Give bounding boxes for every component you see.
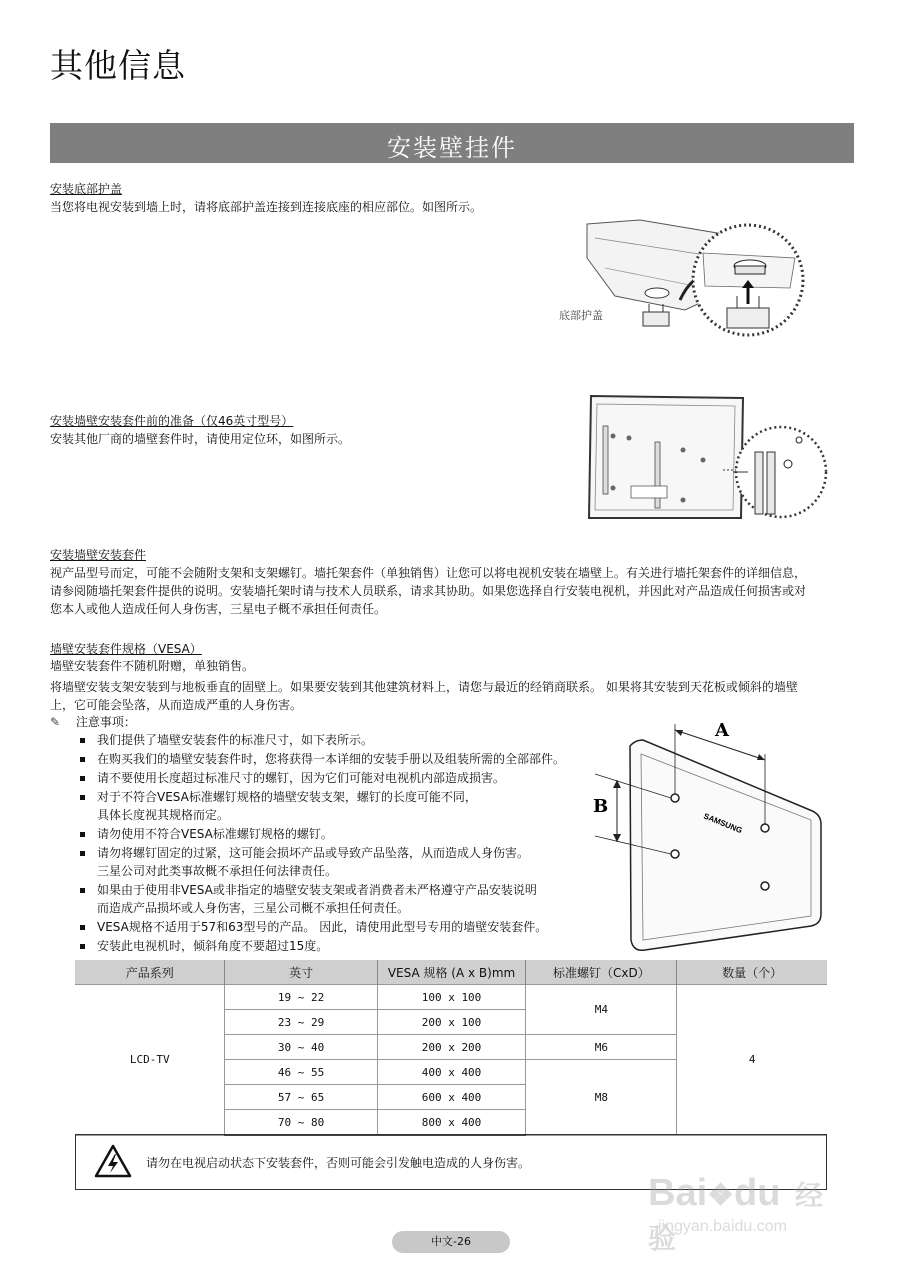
bullet-item: 如果由于使用非VESA或非指定的墙壁安装支架或者消费者未严格遵守产品安装说明 <box>80 881 537 899</box>
vesa-dimension-diagram <box>585 718 830 958</box>
text-vesa-1: 墙壁安装套件不随机附赠，单独销售。 <box>50 659 255 673</box>
pencil-icon: ✎ <box>50 715 61 729</box>
cell-vesa: 100 x 100 <box>377 985 526 1010</box>
bullet-item: 请勿将螺钉固定的过紧，这可能会损坏产品或导致产品坠落，从而造成人身伤害。 <box>80 844 529 862</box>
bullet-icon <box>80 832 85 837</box>
heading-prep: 安装墙壁安装套件前的准备（仅46英寸型号） <box>50 414 294 428</box>
cell-vesa: 400 x 400 <box>377 1060 526 1085</box>
bullet-icon <box>80 888 85 893</box>
col-header: 产品系列 <box>75 960 225 985</box>
baidu-watermark <box>648 1168 848 1254</box>
bullet-item: 我们提供了墙壁安装套件的标准尺寸，如下表所示。 <box>80 731 373 749</box>
col-header: VESA 规格 (A x B)mm <box>377 960 526 985</box>
bullet-icon <box>80 776 85 781</box>
col-header: 数量（个） <box>677 960 827 985</box>
watermark-url: jingyan.baidu.com <box>658 1218 787 1235</box>
cell-series: LCD-TV <box>75 985 225 1136</box>
col-header: 英寸 <box>225 960 377 985</box>
cell-inch: 19 ~ 22 <box>225 985 377 1010</box>
bullet-item: 在购买我们的墙壁安装套件时，您将获得一本详细的安装手册以及组装所需的全部部件。 <box>80 750 565 768</box>
cell-screw: M8 <box>526 1060 677 1136</box>
page-number: 中文-26 <box>392 1231 510 1253</box>
bullet-continuation: 而造成产品损坏或人身伤害，三星公司概不承担任何责任。 <box>97 901 410 915</box>
vesa-spec-table <box>75 960 827 1136</box>
bullet-item: 请不要使用长度超过标准尺寸的螺钉，因为它们可能对电视机内部造成损害。 <box>80 769 505 787</box>
dimension-a-label: A <box>715 720 729 741</box>
cell-screw: M6 <box>526 1035 677 1060</box>
watermark-text-a: Bai <box>648 1172 708 1214</box>
col-header: 标准螺钉（CxD） <box>526 960 677 985</box>
cell-inch: 46 ~ 55 <box>225 1060 377 1085</box>
text-install-kit-3: 您本人或他人造成任何人身伤害，三星电子概不承担任何责任。 <box>50 602 387 616</box>
cell-vesa: 200 x 200 <box>377 1035 526 1060</box>
cell-inch: 23 ~ 29 <box>225 1010 377 1035</box>
banner-title: 安装壁挂件 <box>387 134 517 162</box>
bullet-item: 安装此电视机时，倾斜角度不要超过15度。 <box>80 937 328 955</box>
bullet-icon <box>80 851 85 856</box>
bullet-continuation: 具体长度视其规格而定。 <box>97 808 230 822</box>
text-bottom-cover: 当您将电视安装到墙上时，请将底部护盖连接到连接底座的相应部位。如图所示。 <box>50 200 483 214</box>
high-voltage-warning-icon <box>94 1144 132 1178</box>
bullet-icon <box>80 795 85 800</box>
bottom-cover-illustration <box>585 218 815 348</box>
page-title: 其他信息 <box>50 46 186 85</box>
bullet-item: 对于不符合VESA标准螺钉规格的墙壁安装支架，螺钉的长度可能不同， <box>80 788 477 806</box>
cell-inch: 30 ~ 40 <box>225 1035 377 1060</box>
note-label: 注意事项： <box>75 715 136 729</box>
heading-install-kit: 安装墙壁安装套件 <box>50 548 147 562</box>
table-row <box>75 985 827 1010</box>
bullet-item: 请勿使用不符合VESA标准螺钉规格的螺钉。 <box>80 825 333 843</box>
cell-vesa: 800 x 400 <box>377 1110 526 1136</box>
cell-screw: M4 <box>526 985 677 1035</box>
text-prep: 安装其他厂商的墙壁套件时，请使用定位环，如图所示。 <box>50 432 351 446</box>
cell-vesa: 600 x 400 <box>377 1085 526 1110</box>
bullet-item: VESA规格不适用于57和63型号的产品。 因此，请使用此型号专用的墙壁安装套件。 <box>80 918 547 936</box>
bullet-icon <box>80 925 85 930</box>
paw-icon: ❖ <box>707 1179 735 1212</box>
bottom-cover-label: 底部护盖 <box>559 309 603 322</box>
warning-text: 请勿在电视启动状态下安装套件，否则可能会引发触电造成的人身伤害。 <box>146 1156 531 1170</box>
dimension-b-label: B <box>593 796 609 817</box>
cell-inch: 70 ~ 80 <box>225 1110 377 1136</box>
table-header-row <box>75 960 827 985</box>
bullet-icon <box>80 944 85 949</box>
note-row <box>50 713 136 731</box>
brand-logo-text: SAMSUNG <box>702 811 744 836</box>
cell-qty: 4 <box>677 985 827 1136</box>
text-vesa-3: 上，它可能会坠落，从而造成严重的人身伤害。 <box>50 698 303 712</box>
watermark-text-c: 经验 <box>648 1180 824 1254</box>
cell-inch: 57 ~ 65 <box>225 1085 377 1110</box>
spacer-ring-illustration <box>583 390 828 525</box>
text-install-kit-1: 视产品型号而定，可能不会随附支架和支架螺钉。墙托架套件（单独销售）让您可以将电视机安装在墙壁上。有关进行墙托架套件的详细信息， <box>50 566 807 580</box>
heading-vesa: 墙壁安装套件规格（VESA） <box>50 642 202 656</box>
text-install-kit-2: 请参阅随墙托架套件提供的说明。安装墙托架时请与技术人员联系，请求其协助。如果您选择自行安装电视机，并因此对产品造成任何损害或对 <box>50 584 807 598</box>
bullet-icon <box>80 738 85 743</box>
cell-vesa: 200 x 100 <box>377 1010 526 1035</box>
bullet-icon <box>80 757 85 762</box>
text-vesa-2: 将墙壁安装支架安装到与地板垂直的固壁上。如果要安装到其他建筑材料上，请您与最近的经销商联系。 如果将其安装到天花板或倾斜的墙壁 <box>50 680 798 694</box>
heading-bottom-cover: 安装底部护盖 <box>50 182 123 196</box>
bullet-continuation: 三星公司对此类事故概不承担任何法律责任。 <box>97 864 338 878</box>
section-banner <box>50 123 854 163</box>
watermark-text-b: du <box>734 1172 781 1214</box>
